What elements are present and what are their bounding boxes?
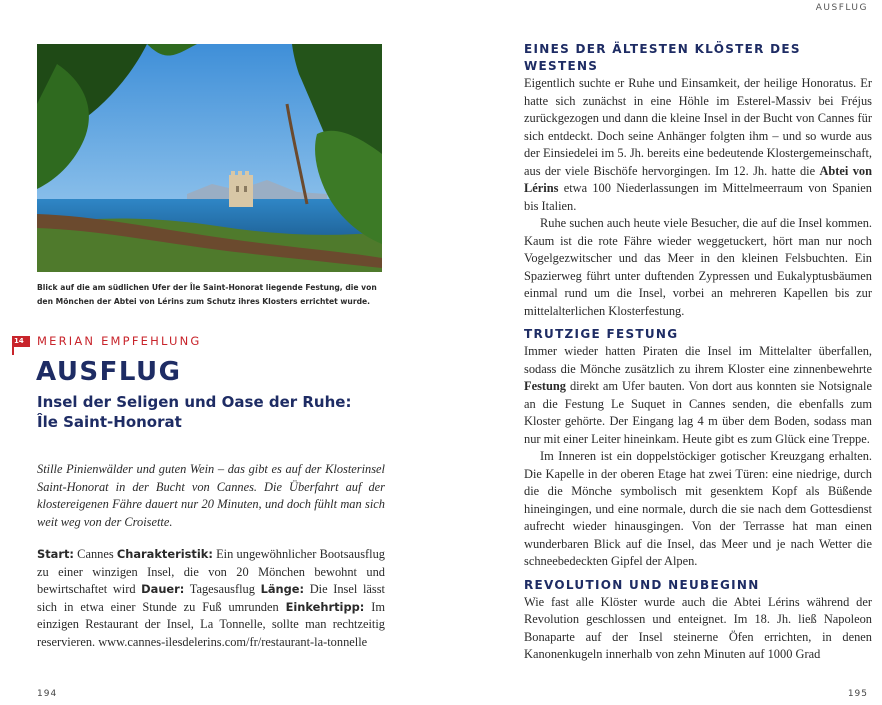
length-value: Die Insel lässt sich in etwa einer Stunde zu Fuß umrunden: [37, 582, 385, 614]
kicker: MERIAN EMPFEHLUNG: [37, 334, 202, 348]
paragraph: [524, 343, 872, 448]
right-page: [441, 0, 882, 705]
start-label: Start:: [37, 547, 74, 561]
photo-illustration: [37, 44, 382, 272]
text-run: etwa 100 Niederlassungen im Mittelmeerraum von Spanien bis Italien.: [524, 181, 872, 213]
bold-term: Festung: [524, 379, 566, 393]
photo-caption: Blick auf die am südlichen Ufer der Île Saint-Honorat liegende Festung, die von den Mönchen der Abtei von Lérins zum Schutz ihres Klosters errichtet wurde.: [37, 283, 377, 306]
tip-flag-icon: [12, 336, 32, 356]
tip-number: 14: [12, 336, 30, 347]
fortress: [229, 171, 253, 207]
text-run: Eigentlich suchte er Ruhe und Einsamkeit, der heilige Honoratus. Er hatte sich zunächst in eine Höhle im Esterel-Massiv bei Fréjus zurückgezogen und dann die kleine Insel in der Bucht von Cannes für sich entdeckt. Doch seine Anhänger folgten ihm – und so wurde aus der Einsiedelei im 5. Jh. bereits eine bedeutende Klostergemeinschaft, aus der viele Bischöfe hervorgingen. Im 12. Jh. hatte die: [524, 76, 872, 178]
intro-text: Stille Pinienwälder und guten Wein – das gibt es auf der Klosterinsel Saint-Honorat in der Bucht von Cannes. Die Überfahrt auf der klostereigenen Fähre dauert nur 20 Minuten, und doch fühlt man sich weit weg von der Croisette.: [37, 462, 385, 529]
restaurant-tip-value: Im einzigen Restaurant der Insel, La Tonnelle, sollte man rechtzeitig reservieren. www.cannes-ilesdelerins.com/fr/restaurant-la-tonnelle: [37, 599, 385, 649]
characteristic-value: Ein ungewöhnlicher Bootsausflug zu einer winzigen Insel, die von 20 Mönchen bewohnt und bewirtschaftet wird: [37, 547, 385, 597]
restaurant-tip-label: Einkehrtipp:: [285, 599, 365, 614]
facts-box: [37, 546, 385, 652]
text-run: Immer wieder hatten Piraten die Insel im Mittelalter überfallen, sodass die Mönche zusätzlich zu ihrem Kloster eine zinnenbewehrte: [524, 344, 872, 376]
island-fortress-photo: [37, 44, 382, 272]
page-title: AUSFLUG: [36, 357, 182, 387]
subtitle: Insel der Seligen und Oase der Ruhe: Île Saint-Honorat: [37, 393, 352, 431]
paragraph: Ruhe suchen auch heute viele Besucher, die auf die Insel kommen. Kaum ist die rote Fähre wieder weggetuckert, hört man nur noch Vogelgezwitscher und das Meer in den kleinen Felsbuchten. Ein Spazierweg führt unter duftenden Zypressen und Eukalyptusbäumen einmal rund um die Insel, vorbei an mehreren Kapellen bis zur mittelalterlichen Klosterfestung.: [524, 216, 872, 318]
paragraph: Im Inneren ist ein doppelstöckiger gotischer Kreuzgang erhalten. Die Kapelle in der oberen Etage hat zwei Türen: eine niedrige, durch die die Mönche symbolisch mit gesenktem Kopf als Büßende hineingingen, und eine normale, durch die sie nach dem Gottesdienst aufrecht wieder hinausgingen. Von der Terrasse hat man einen wunderbaren Blick auf die Insel, das Meer und je nach Wetter die schneebedeckten Gipfel der Alpen.: [524, 449, 872, 568]
length-label: Länge:: [260, 582, 305, 597]
page-number-right: 195: [847, 689, 868, 699]
section-heading-monastery: EINES DER ÄLTESTEN KLÖSTER DES WESTENS: [524, 42, 801, 73]
bold-term: Abtei von Lérins: [524, 163, 872, 195]
text-run: direkt am Ufer bauten. Von dort aus konnten sie Notsignale an die Festung Le Suquet in Cannes senden, die ebenfalls zum Kloster gehörte. Der Eingang lag 4 m über dem Boden, sodass man nur mit einer Leiter hineinkam. Heute gibt es zum Glück eine Treppe.: [524, 379, 872, 446]
characteristic-label: Charakteristik:: [116, 547, 213, 561]
running-head: AUSFLUG: [815, 3, 868, 13]
section-heading-fortress: TRUTZIGE FESTUNG: [524, 327, 679, 341]
section-heading-revolution: REVOLUTION UND NEUBEGINN: [524, 577, 760, 592]
paragraph: Wie fast alle Klöster wurde auch die Abtei Lérins während der Revolution geschlossen und enteignet. Im 18. Jh. ließ Napoleon Bonaparte auf der Insel steinerne Öfen errichten, in denen Kanonenkugeln innerhalb von zehn Minuten auf 1000 Grad: [524, 594, 872, 661]
article-column: [524, 41, 872, 664]
start-value: Cannes: [73, 547, 117, 561]
paragraph: [524, 75, 872, 215]
page-number-left: 194: [37, 689, 58, 699]
duration-value: Tagesausflug: [184, 582, 261, 597]
duration-label: Dauer:: [141, 582, 185, 597]
